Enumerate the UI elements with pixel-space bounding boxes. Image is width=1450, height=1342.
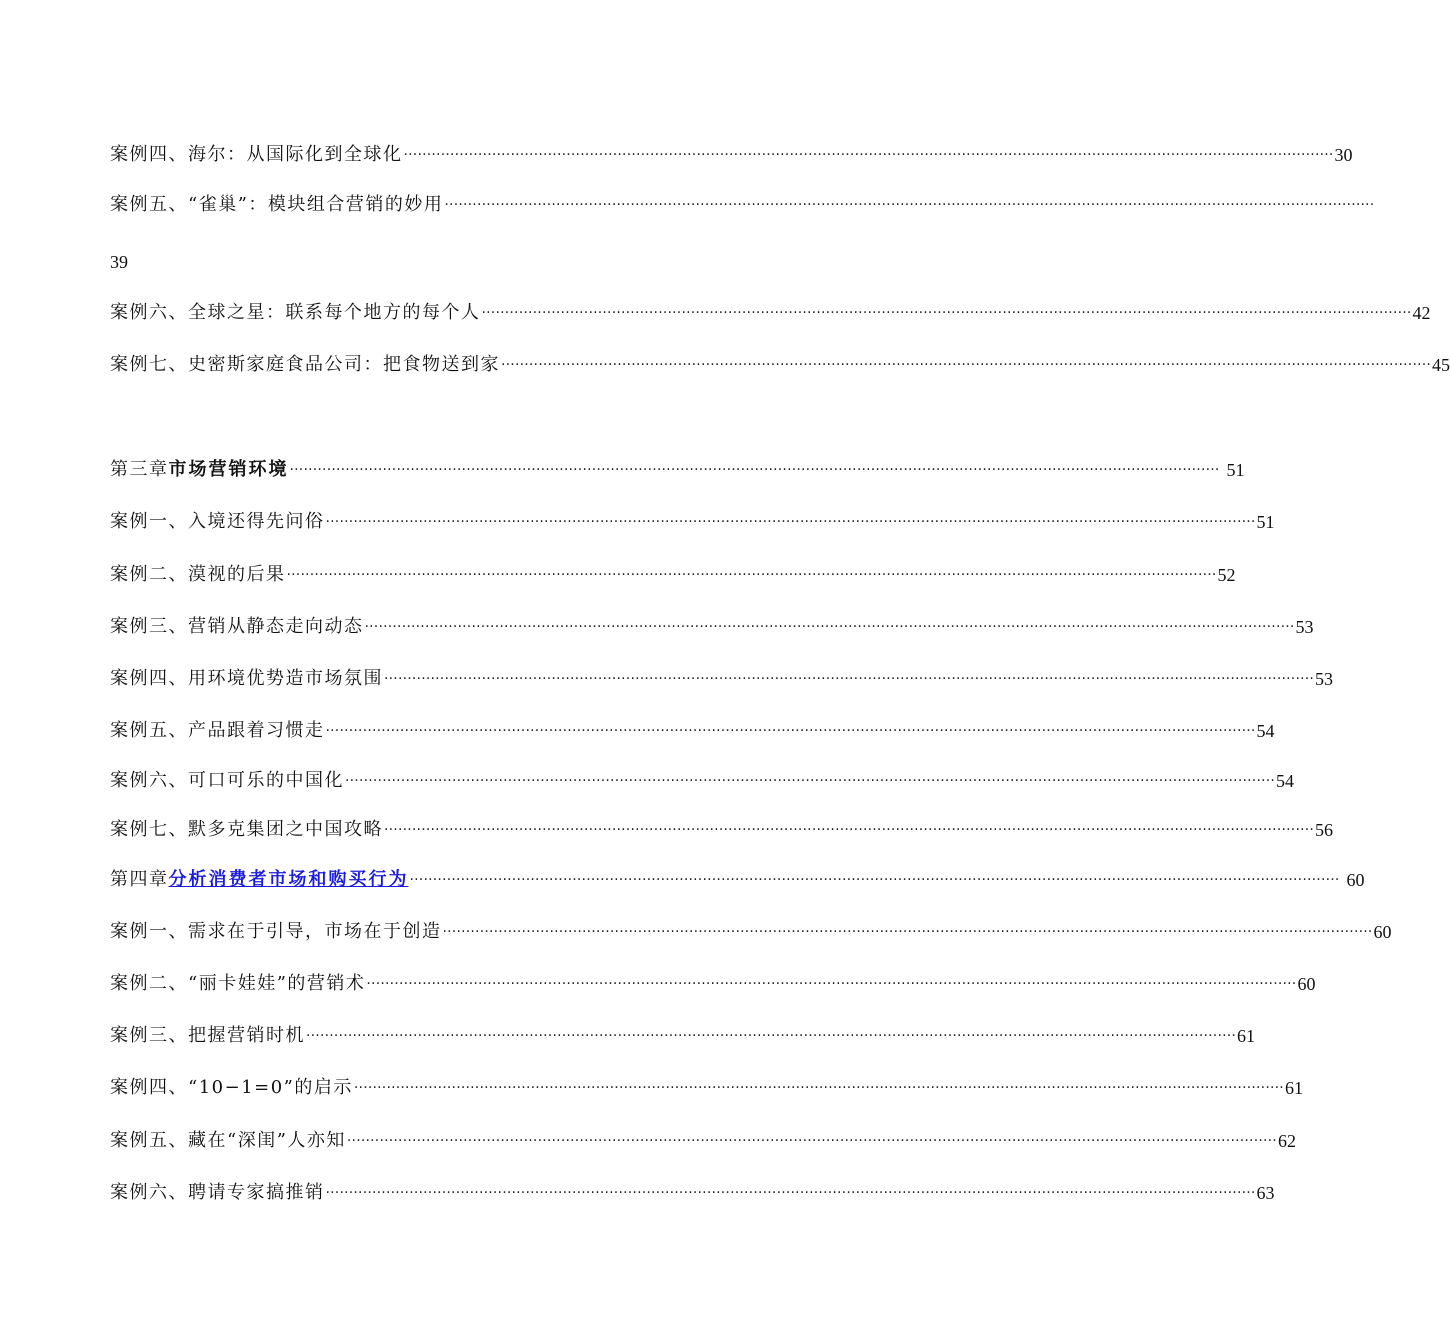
page-number: 56 bbox=[1315, 820, 1334, 840]
page-number: 53 bbox=[1315, 669, 1334, 689]
toc-entry-case-1 bbox=[110, 917, 1392, 947]
page-number: 60 bbox=[1297, 974, 1316, 994]
toc-entry-case-6 bbox=[110, 1178, 1275, 1208]
entry-title: 案例四、“10−1=0”的启示 bbox=[110, 1077, 353, 1098]
dot-leader: ········································································································································································································ bbox=[346, 1133, 1277, 1149]
dot-leader: ········································································································································································································ bbox=[501, 357, 1432, 373]
toc-entry-case-5 bbox=[110, 1126, 1296, 1156]
page-number: 39 bbox=[110, 252, 128, 272]
dot-leader: ········································································································································································································ bbox=[442, 924, 1373, 940]
toc-entry-case-3 bbox=[110, 1021, 1256, 1051]
page-number: 53 bbox=[1295, 617, 1314, 637]
chapter-heading bbox=[110, 865, 409, 895]
page-number: 60 bbox=[1373, 922, 1392, 942]
entry-title: 案例四、用环境优势造市场氛围 bbox=[110, 668, 383, 689]
page-number: 54 bbox=[1256, 721, 1275, 741]
page-number: 61 bbox=[1237, 1026, 1256, 1046]
page-number: 54 bbox=[1276, 771, 1295, 791]
entry-title: 案例六、聘请专家搞推销 bbox=[110, 1182, 325, 1203]
page-number: 61 bbox=[1284, 1078, 1303, 1098]
chapter-title-link[interactable]: 分析消费者市场和购买行为 bbox=[168, 869, 409, 890]
page-number: 30 bbox=[1334, 145, 1353, 165]
page-number: 51 bbox=[1256, 512, 1275, 532]
page-number: 52 bbox=[1217, 565, 1236, 585]
dot-leader: ········································································································································································································ bbox=[384, 671, 1315, 687]
chapter-number: 第三章 bbox=[110, 459, 169, 480]
page-number: 62 bbox=[1277, 1131, 1296, 1151]
dot-leader: ········································································································································································································ bbox=[325, 723, 1256, 739]
entry-title: 案例七、史密斯家庭食品公司：把食物送到家 bbox=[110, 354, 500, 375]
dot-leader: ········································································································································································································ bbox=[403, 147, 1334, 163]
entry-title: 案例一、需求在于引导，市场在于创造 bbox=[110, 921, 442, 942]
page-number: 51 bbox=[1226, 460, 1245, 480]
entry-title: 案例三、把握营销时机 bbox=[110, 1025, 305, 1046]
toc-entry-case-4 bbox=[110, 664, 1334, 694]
chapter-heading bbox=[110, 455, 289, 485]
entry-title: 案例六、全球之星：联系每个地方的每个人 bbox=[110, 302, 481, 323]
entry-title: 案例二、“丽卡娃娃”的营销术 bbox=[110, 973, 366, 994]
chapter-title: 市场营销环境 bbox=[168, 459, 289, 480]
dot-leader: ········································································································································································································ bbox=[286, 567, 1217, 583]
entry-title: 案例七、默多克集团之中国攻略 bbox=[110, 819, 383, 840]
dot-leader: ········································································································································································································ bbox=[409, 872, 1340, 888]
page-number: 45 bbox=[1432, 355, 1450, 375]
dot-leader: ········································································································································································································ bbox=[444, 197, 1375, 213]
entry-title: 案例三、营销从静态走向动态 bbox=[110, 616, 364, 637]
dot-leader: ········································································································································································································ bbox=[325, 514, 1256, 530]
toc-entry-case-7 bbox=[110, 815, 1334, 845]
entry-title: 案例四、海尔：从国际化到全球化 bbox=[110, 144, 403, 165]
dot-leader: ········································································································································································································ bbox=[481, 305, 1412, 321]
toc-entry-case-3 bbox=[110, 612, 1314, 642]
toc-chapter-4[interactable] bbox=[110, 865, 1365, 895]
toc-entry-case-1 bbox=[110, 507, 1275, 537]
dot-leader: ········································································································································································································ bbox=[366, 976, 1297, 992]
toc-entry-case-2 bbox=[110, 969, 1316, 999]
dot-leader: ········································································································································································································ bbox=[345, 773, 1276, 789]
page-number: 63 bbox=[1256, 1183, 1275, 1203]
dot-leader: ········································································································································································································ bbox=[384, 822, 1315, 838]
dot-leader: ········································································································································································································ bbox=[353, 1080, 1284, 1096]
page-number: 60 bbox=[1346, 870, 1365, 890]
toc-entry-case-6 bbox=[110, 766, 1295, 796]
chapter-number: 第四章 bbox=[110, 869, 169, 890]
dot-leader: ········································································································································································································ bbox=[306, 1028, 1237, 1044]
toc-entry-case-5-nestle bbox=[110, 190, 1375, 220]
toc-entry-case-7-smith-foods bbox=[110, 350, 1450, 380]
toc-entry-case-2 bbox=[110, 560, 1236, 590]
dot-leader: ········································································································································································································ bbox=[289, 462, 1220, 478]
toc-chapter-3[interactable] bbox=[110, 455, 1245, 485]
dot-leader: ········································································································································································································ bbox=[364, 619, 1295, 635]
entry-title: 案例五、藏在“深闺”人亦知 bbox=[110, 1130, 346, 1151]
toc-entry-case-4-haier bbox=[110, 140, 1353, 170]
entry-title: 案例六、可口可乐的中国化 bbox=[110, 770, 344, 791]
entry-title: 案例二、漠视的后果 bbox=[110, 564, 286, 585]
entry-title: 案例一、入境还得先问俗 bbox=[110, 511, 325, 532]
entry-title: 案例五、产品跟着习惯走 bbox=[110, 720, 325, 741]
dot-leader: ········································································································································································································ bbox=[325, 1185, 1256, 1201]
toc-entry-case-5 bbox=[110, 716, 1275, 746]
toc-entry-case-4 bbox=[110, 1073, 1303, 1103]
page-number: 42 bbox=[1412, 303, 1431, 323]
toc-entry-case-6-global-star bbox=[110, 298, 1431, 328]
entry-title: 案例五、“雀巢”：模块组合营销的妙用 bbox=[110, 194, 444, 215]
